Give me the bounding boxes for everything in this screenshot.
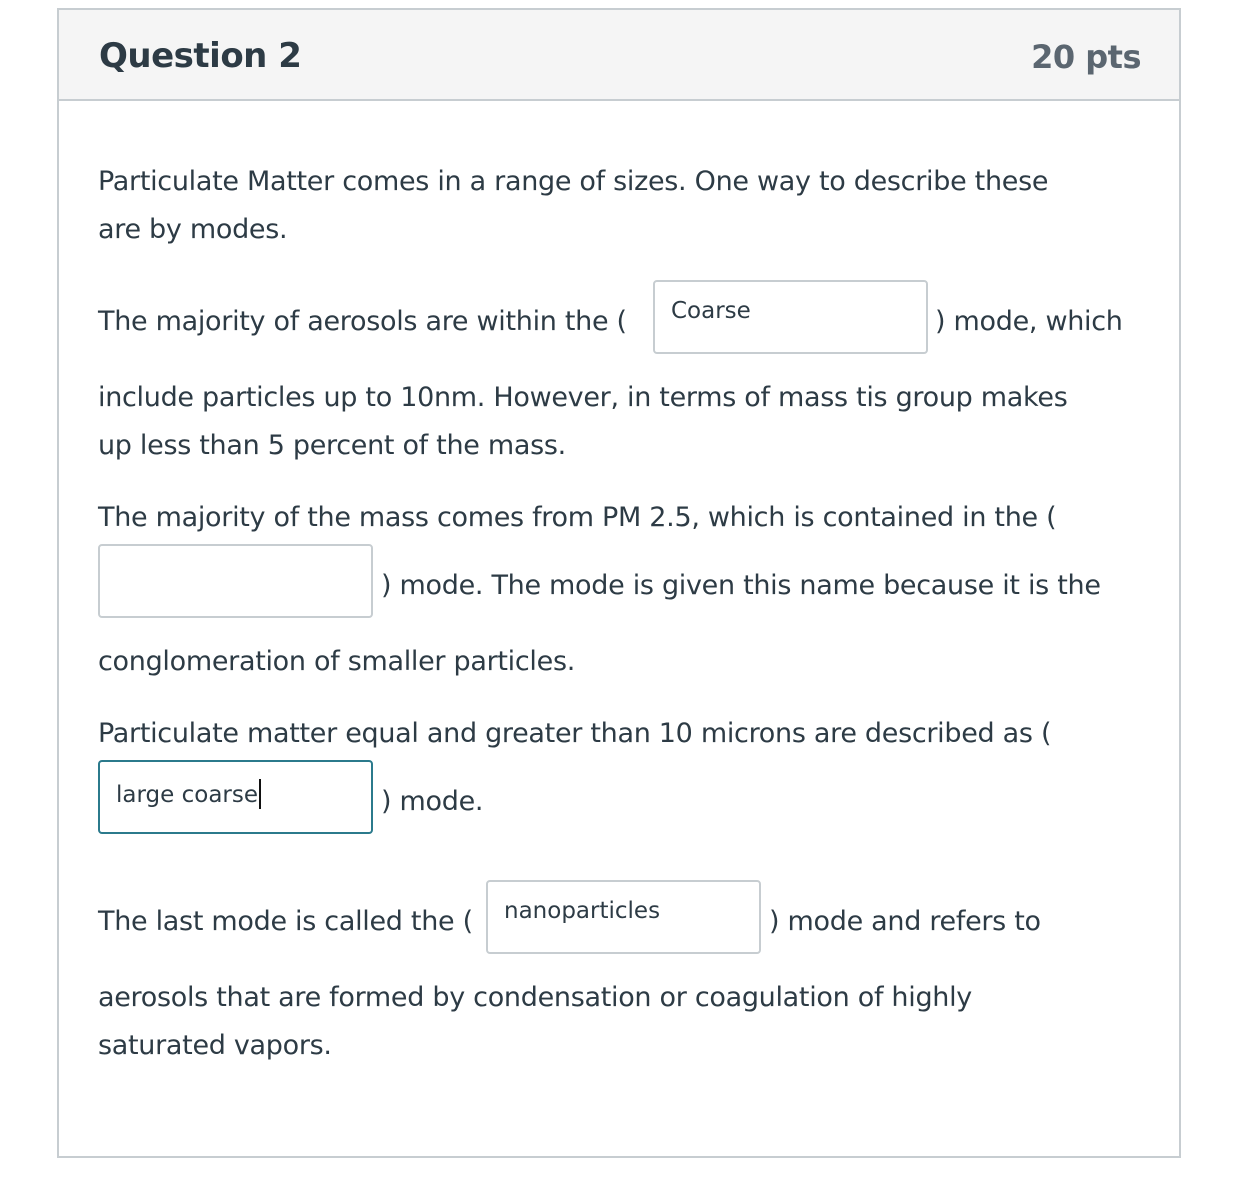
paragraph-2-line-2: include particles up to 10nm. However, in terms of mass tis group makes [98, 382, 1068, 413]
paragraph-2-after-blank: ) mode, which [935, 306, 1123, 337]
paragraph-1-line-2: are by modes. [98, 214, 288, 245]
paragraph-3-line-1: The majority of the mass comes from PM 2.5, which is contained in the ( [98, 502, 1057, 533]
paragraph-1-line-1: Particulate Matter comes in a range of sizes. One way to describe these [98, 166, 1049, 197]
answer-blank-4-value: nanoparticles [504, 898, 661, 924]
paragraph-4-line-1: Particulate matter equal and greater than 10 microns are described as ( [98, 718, 1052, 749]
answer-blank-1[interactable] [653, 280, 928, 354]
question-title: Question 2 [99, 36, 302, 76]
paragraph-4-after-blank: ) mode. [381, 786, 484, 817]
answer-blank-1-value: Coarse [671, 298, 751, 324]
text-caret [259, 779, 261, 809]
answer-blank-2[interactable] [98, 544, 373, 618]
paragraph-2-before-blank: The majority of aerosols are within the ( [98, 306, 627, 337]
answer-blank-4[interactable] [486, 880, 761, 954]
question-points: 20 pts [1031, 38, 1141, 76]
paragraph-5-before-blank: The last mode is called the ( [98, 906, 473, 937]
paragraph-3-line-3: conglomeration of smaller particles. [98, 646, 575, 677]
paragraph-3-after-blank: ) mode. The mode is given this name because it is the [381, 570, 1101, 601]
answer-blank-3[interactable] [98, 760, 373, 834]
paragraph-5-line-3: saturated vapors. [98, 1030, 332, 1061]
paragraph-5-line-2: aerosols that are formed by condensation or coagulation of highly [98, 982, 972, 1013]
answer-blank-3-value: large coarse [116, 782, 258, 808]
paragraph-2-line-3: up less than 5 percent of the mass. [98, 430, 566, 461]
question-header [59, 10, 1179, 101]
paragraph-5-after-blank: ) mode and refers to [769, 906, 1041, 937]
